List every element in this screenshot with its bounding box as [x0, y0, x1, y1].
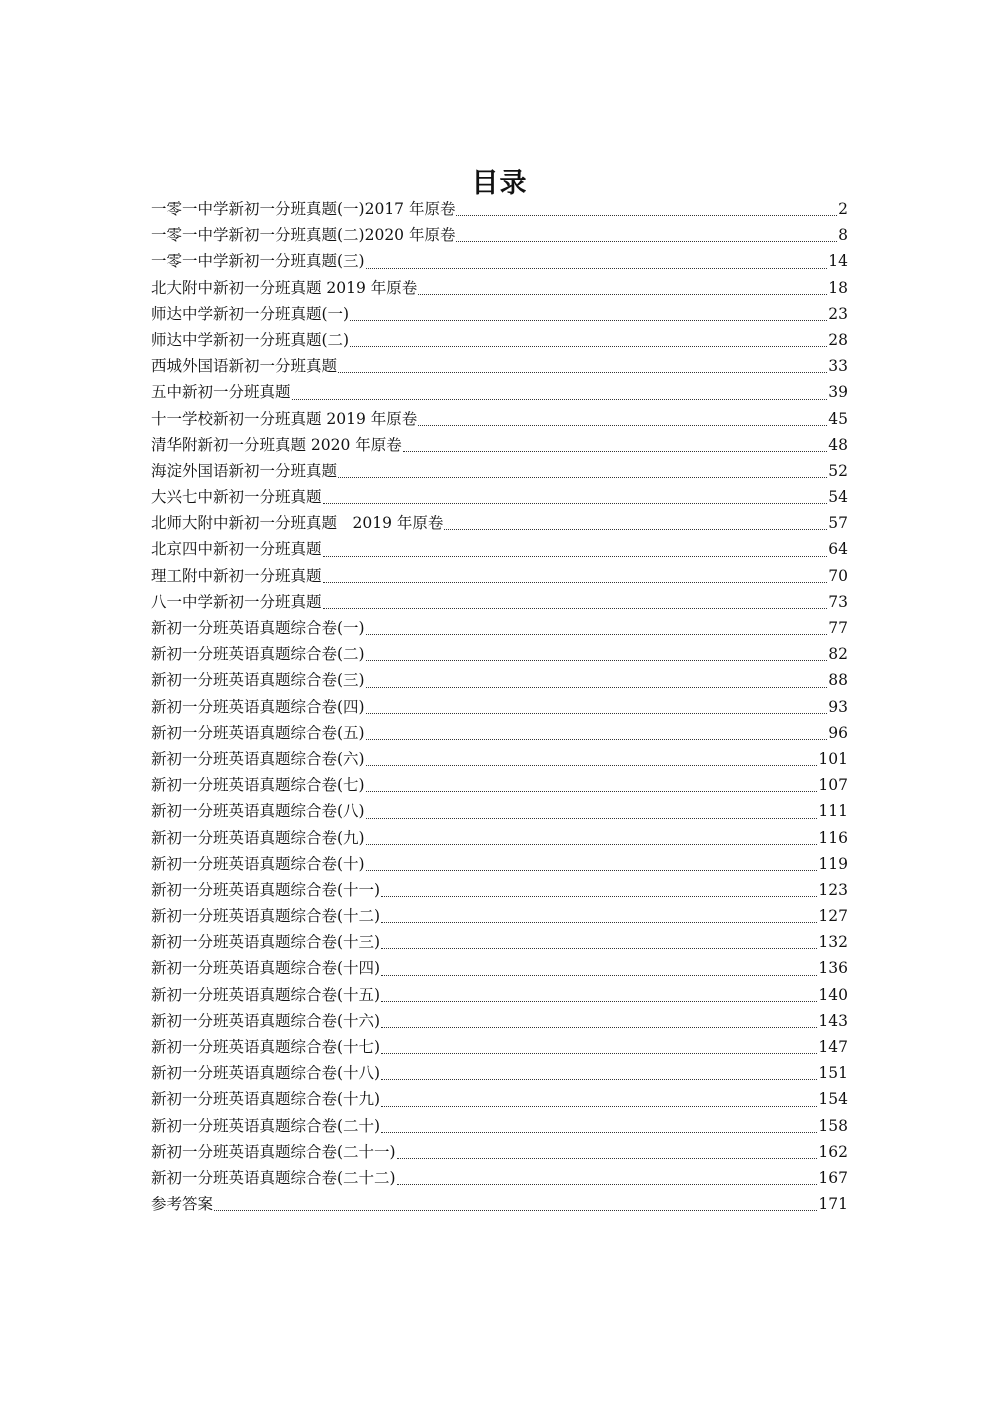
toc-entry-label: 北师大附中新初一分班真题 2019 年原卷 [151, 514, 444, 533]
toc-page-number: 107 [818, 776, 848, 795]
toc-entry[interactable] [151, 301, 848, 327]
toc-page-number: 101 [818, 749, 848, 768]
toc-entry[interactable] [151, 929, 848, 955]
toc-dot-leader [350, 345, 827, 347]
toc-page-number: 88 [828, 671, 848, 690]
toc-page-number: 93 [828, 697, 848, 716]
toc-entry-label: 新初一分班英语真题综合卷(二十一) [151, 1142, 396, 1161]
toc-page-number: 64 [828, 540, 848, 559]
toc-page-number: 158 [818, 1116, 848, 1135]
toc-entry-label: 新初一分班英语真题综合卷(十) [151, 854, 365, 873]
toc-entry[interactable] [151, 1086, 848, 1112]
toc-entry[interactable] [151, 877, 848, 903]
toc-dot-leader [381, 921, 817, 923]
toc-entry-label: 新初一分班英语真题综合卷(四) [151, 697, 365, 716]
toc-entry[interactable] [151, 694, 848, 720]
toc-entry-label: 五中新初一分班真题 [151, 383, 291, 402]
toc-dot-leader [444, 528, 827, 530]
toc-dot-leader [381, 1105, 817, 1107]
toc-entry-label: 大兴七中新初一分班真题 [151, 488, 322, 507]
toc-entry[interactable] [151, 720, 848, 746]
toc-entry-label: 新初一分班英语真题综合卷(十八) [151, 1064, 381, 1083]
toc-page-number: 167 [818, 1168, 848, 1187]
toc-entry[interactable] [151, 1034, 848, 1060]
toc-page-number: 70 [828, 566, 848, 585]
toc-entry-label: 十一学校新初一分班真题 2019 年原卷 [151, 409, 418, 428]
toc-dot-leader [323, 607, 828, 609]
toc-dot-leader [456, 240, 837, 242]
toc-entry-label: 新初一分班英语真题综合卷(九) [151, 828, 365, 847]
toc-entry-label: 北大附中新初一分班真题 2019 年原卷 [151, 278, 418, 297]
toc-entry-label: 北京四中新初一分班真题 [151, 540, 322, 559]
toc-entry[interactable] [151, 432, 848, 458]
toc-page-number: 28 [828, 330, 848, 349]
toc-dot-leader [381, 947, 817, 949]
toc-page-number: 162 [818, 1142, 848, 1161]
toc-entry[interactable] [151, 798, 848, 824]
toc-entry[interactable] [151, 982, 848, 1008]
toc-dot-leader [381, 1052, 817, 1054]
toc-dot-leader [366, 686, 828, 688]
toc-entry-label: 新初一分班英语真题综合卷(二) [151, 645, 365, 664]
toc-entry-label: 新初一分班英语真题综合卷(二十二) [151, 1168, 396, 1187]
toc-entry-label: 新初一分班英语真题综合卷(十九) [151, 1090, 381, 1109]
toc-entry-label: 一零一中学新初一分班真题(二)2020 年原卷 [151, 226, 456, 245]
toc-entry-label: 新初一分班英语真题综合卷(十二) [151, 907, 381, 926]
toc-entry[interactable] [151, 746, 848, 772]
toc-dot-leader [366, 712, 828, 714]
toc-entry[interactable] [151, 327, 848, 353]
toc-entry[interactable] [151, 222, 848, 248]
toc-page-number: 48 [828, 435, 848, 454]
toc-dot-leader [366, 817, 818, 819]
toc-entry[interactable] [151, 563, 848, 589]
toc-dot-leader [214, 1209, 817, 1211]
toc-entry-label: 参考答案 [151, 1195, 214, 1214]
toc-page-number: 127 [818, 907, 848, 926]
page-title: 目录 [471, 168, 528, 200]
toc-dot-leader [397, 1183, 818, 1185]
toc-entry-label: 新初一分班英语真题综合卷(十六) [151, 1011, 381, 1030]
toc-dot-leader [381, 1000, 817, 1002]
toc-entry[interactable] [151, 196, 848, 222]
toc-entry[interactable] [151, 406, 848, 432]
toc-page-number: 8 [838, 226, 848, 245]
toc-dot-leader [323, 502, 828, 504]
toc-page-number: 96 [828, 723, 848, 742]
toc-entry[interactable] [151, 589, 848, 615]
toc-dot-leader [381, 974, 817, 976]
toc-entry-label: 海淀外国语新初一分班真题 [151, 461, 338, 480]
toc-dot-leader [397, 1157, 818, 1159]
toc-dot-leader [381, 1026, 817, 1028]
toc-page-number: 23 [828, 304, 848, 323]
toc-dot-leader [418, 424, 827, 426]
toc-entry[interactable] [151, 1165, 848, 1191]
toc-entry-label: 新初一分班英语真题综合卷(七) [151, 776, 365, 795]
toc-entry[interactable] [151, 851, 848, 877]
toc-entry[interactable] [151, 615, 848, 641]
toc-dot-leader [366, 738, 828, 740]
toc-page-number: 52 [828, 461, 848, 480]
toc-entry-label: 师达中学新初一分班真题(一) [151, 304, 350, 323]
toc-page-number: 73 [828, 592, 848, 611]
toc-dot-leader [456, 214, 837, 216]
toc-entry[interactable] [151, 379, 848, 405]
toc-page-number: 136 [818, 959, 848, 978]
toc-entry[interactable] [151, 1191, 848, 1217]
toc-dot-leader [338, 371, 827, 373]
toc-entry[interactable] [151, 1008, 848, 1034]
toc-dot-leader [292, 398, 828, 400]
toc-dot-leader [418, 293, 827, 295]
toc-page-number: 147 [818, 1038, 848, 1056]
toc-entry-label: 新初一分班英语真题综合卷(六) [151, 749, 365, 768]
toc-entry-label: 新初一分班英语真题综合卷(十五) [151, 985, 381, 1004]
toc-dot-leader [366, 633, 828, 635]
toc-entry[interactable] [151, 955, 848, 981]
toc-entry[interactable] [151, 641, 848, 667]
toc-entry-label: 新初一分班英语真题综合卷(八) [151, 802, 365, 821]
toc-page-number: 154 [818, 1090, 848, 1109]
toc-dot-leader [338, 476, 827, 478]
toc-dot-leader [366, 869, 818, 871]
toc-page-number: 2 [838, 200, 848, 218]
toc-dot-leader [366, 267, 828, 269]
toc-page-number: 116 [818, 828, 848, 847]
toc-entry-label: 清华附新初一分班真题 2020 年原卷 [151, 435, 402, 454]
toc-dot-leader [366, 764, 818, 766]
toc-dot-leader [323, 555, 828, 557]
toc-page-number: 171 [818, 1195, 848, 1214]
toc-entry[interactable] [151, 1060, 848, 1086]
toc-entry[interactable] [151, 1113, 848, 1139]
toc-page-number: 140 [818, 985, 848, 1004]
toc-entry-label: 理工附中新初一分班真题 [151, 566, 322, 585]
toc-entry[interactable] [151, 536, 848, 562]
toc-dot-leader [381, 1078, 817, 1080]
toc-entry[interactable] [151, 1139, 848, 1165]
toc-page-number: 132 [818, 933, 848, 952]
toc-entry-label: 新初一分班英语真题综合卷(二十) [151, 1116, 381, 1135]
table-of-contents [151, 196, 848, 1217]
toc-entry[interactable] [151, 903, 848, 929]
toc-dot-leader [381, 895, 817, 897]
toc-entry[interactable] [151, 248, 848, 274]
toc-page-number: 18 [828, 278, 848, 297]
toc-page-number: 123 [818, 880, 848, 899]
toc-dot-leader [366, 659, 828, 661]
toc-page-number: 143 [818, 1011, 848, 1030]
toc-dot-leader [323, 581, 828, 583]
toc-page-number: 151 [818, 1064, 848, 1083]
toc-dot-leader [350, 319, 827, 321]
toc-page-number: 39 [828, 383, 848, 402]
toc-entry-label: 一零一中学新初一分班真题(三) [151, 252, 365, 271]
toc-page-number: 54 [828, 488, 848, 507]
toc-page-number: 33 [828, 357, 848, 376]
toc-entry[interactable] [151, 510, 848, 536]
toc-entry-label: 新初一分班英语真题综合卷(十七) [151, 1038, 381, 1056]
toc-dot-leader [366, 843, 818, 845]
toc-page-number: 45 [828, 409, 848, 428]
toc-entry[interactable] [151, 825, 848, 851]
toc-entry[interactable] [151, 458, 848, 484]
toc-entry-label: 新初一分班英语真题综合卷(五) [151, 723, 365, 742]
toc-page-number: 14 [828, 252, 848, 271]
toc-page-number: 111 [818, 802, 848, 821]
toc-page-number: 119 [818, 854, 848, 873]
toc-page-number: 57 [828, 514, 848, 533]
toc-entry-label: 新初一分班英语真题综合卷(十一) [151, 880, 381, 899]
toc-entry-label: 八一中学新初一分班真题 [151, 592, 322, 611]
toc-entry[interactable] [151, 484, 848, 510]
toc-entry[interactable] [151, 353, 848, 379]
toc-dot-leader [403, 450, 827, 452]
toc-dot-leader [381, 1131, 817, 1133]
toc-entry[interactable] [151, 275, 848, 301]
toc-entry-label: 新初一分班英语真题综合卷(十四) [151, 959, 381, 978]
toc-page-number: 77 [828, 619, 848, 637]
toc-entry-label: 新初一分班英语真题综合卷(十三) [151, 933, 381, 952]
toc-entry[interactable] [151, 772, 848, 798]
toc-entry-label: 一零一中学新初一分班真题(一)2017 年原卷 [151, 200, 456, 218]
toc-entry-label: 新初一分班英语真题综合卷(一) [151, 619, 365, 637]
toc-entry-label: 新初一分班英语真题综合卷(三) [151, 671, 365, 690]
toc-page-number: 82 [828, 645, 848, 664]
toc-dot-leader [366, 790, 818, 792]
toc-entry[interactable] [151, 667, 848, 693]
toc-entry-label: 西城外国语新初一分班真题 [151, 357, 338, 376]
toc-entry-label: 师达中学新初一分班真题(二) [151, 330, 350, 349]
